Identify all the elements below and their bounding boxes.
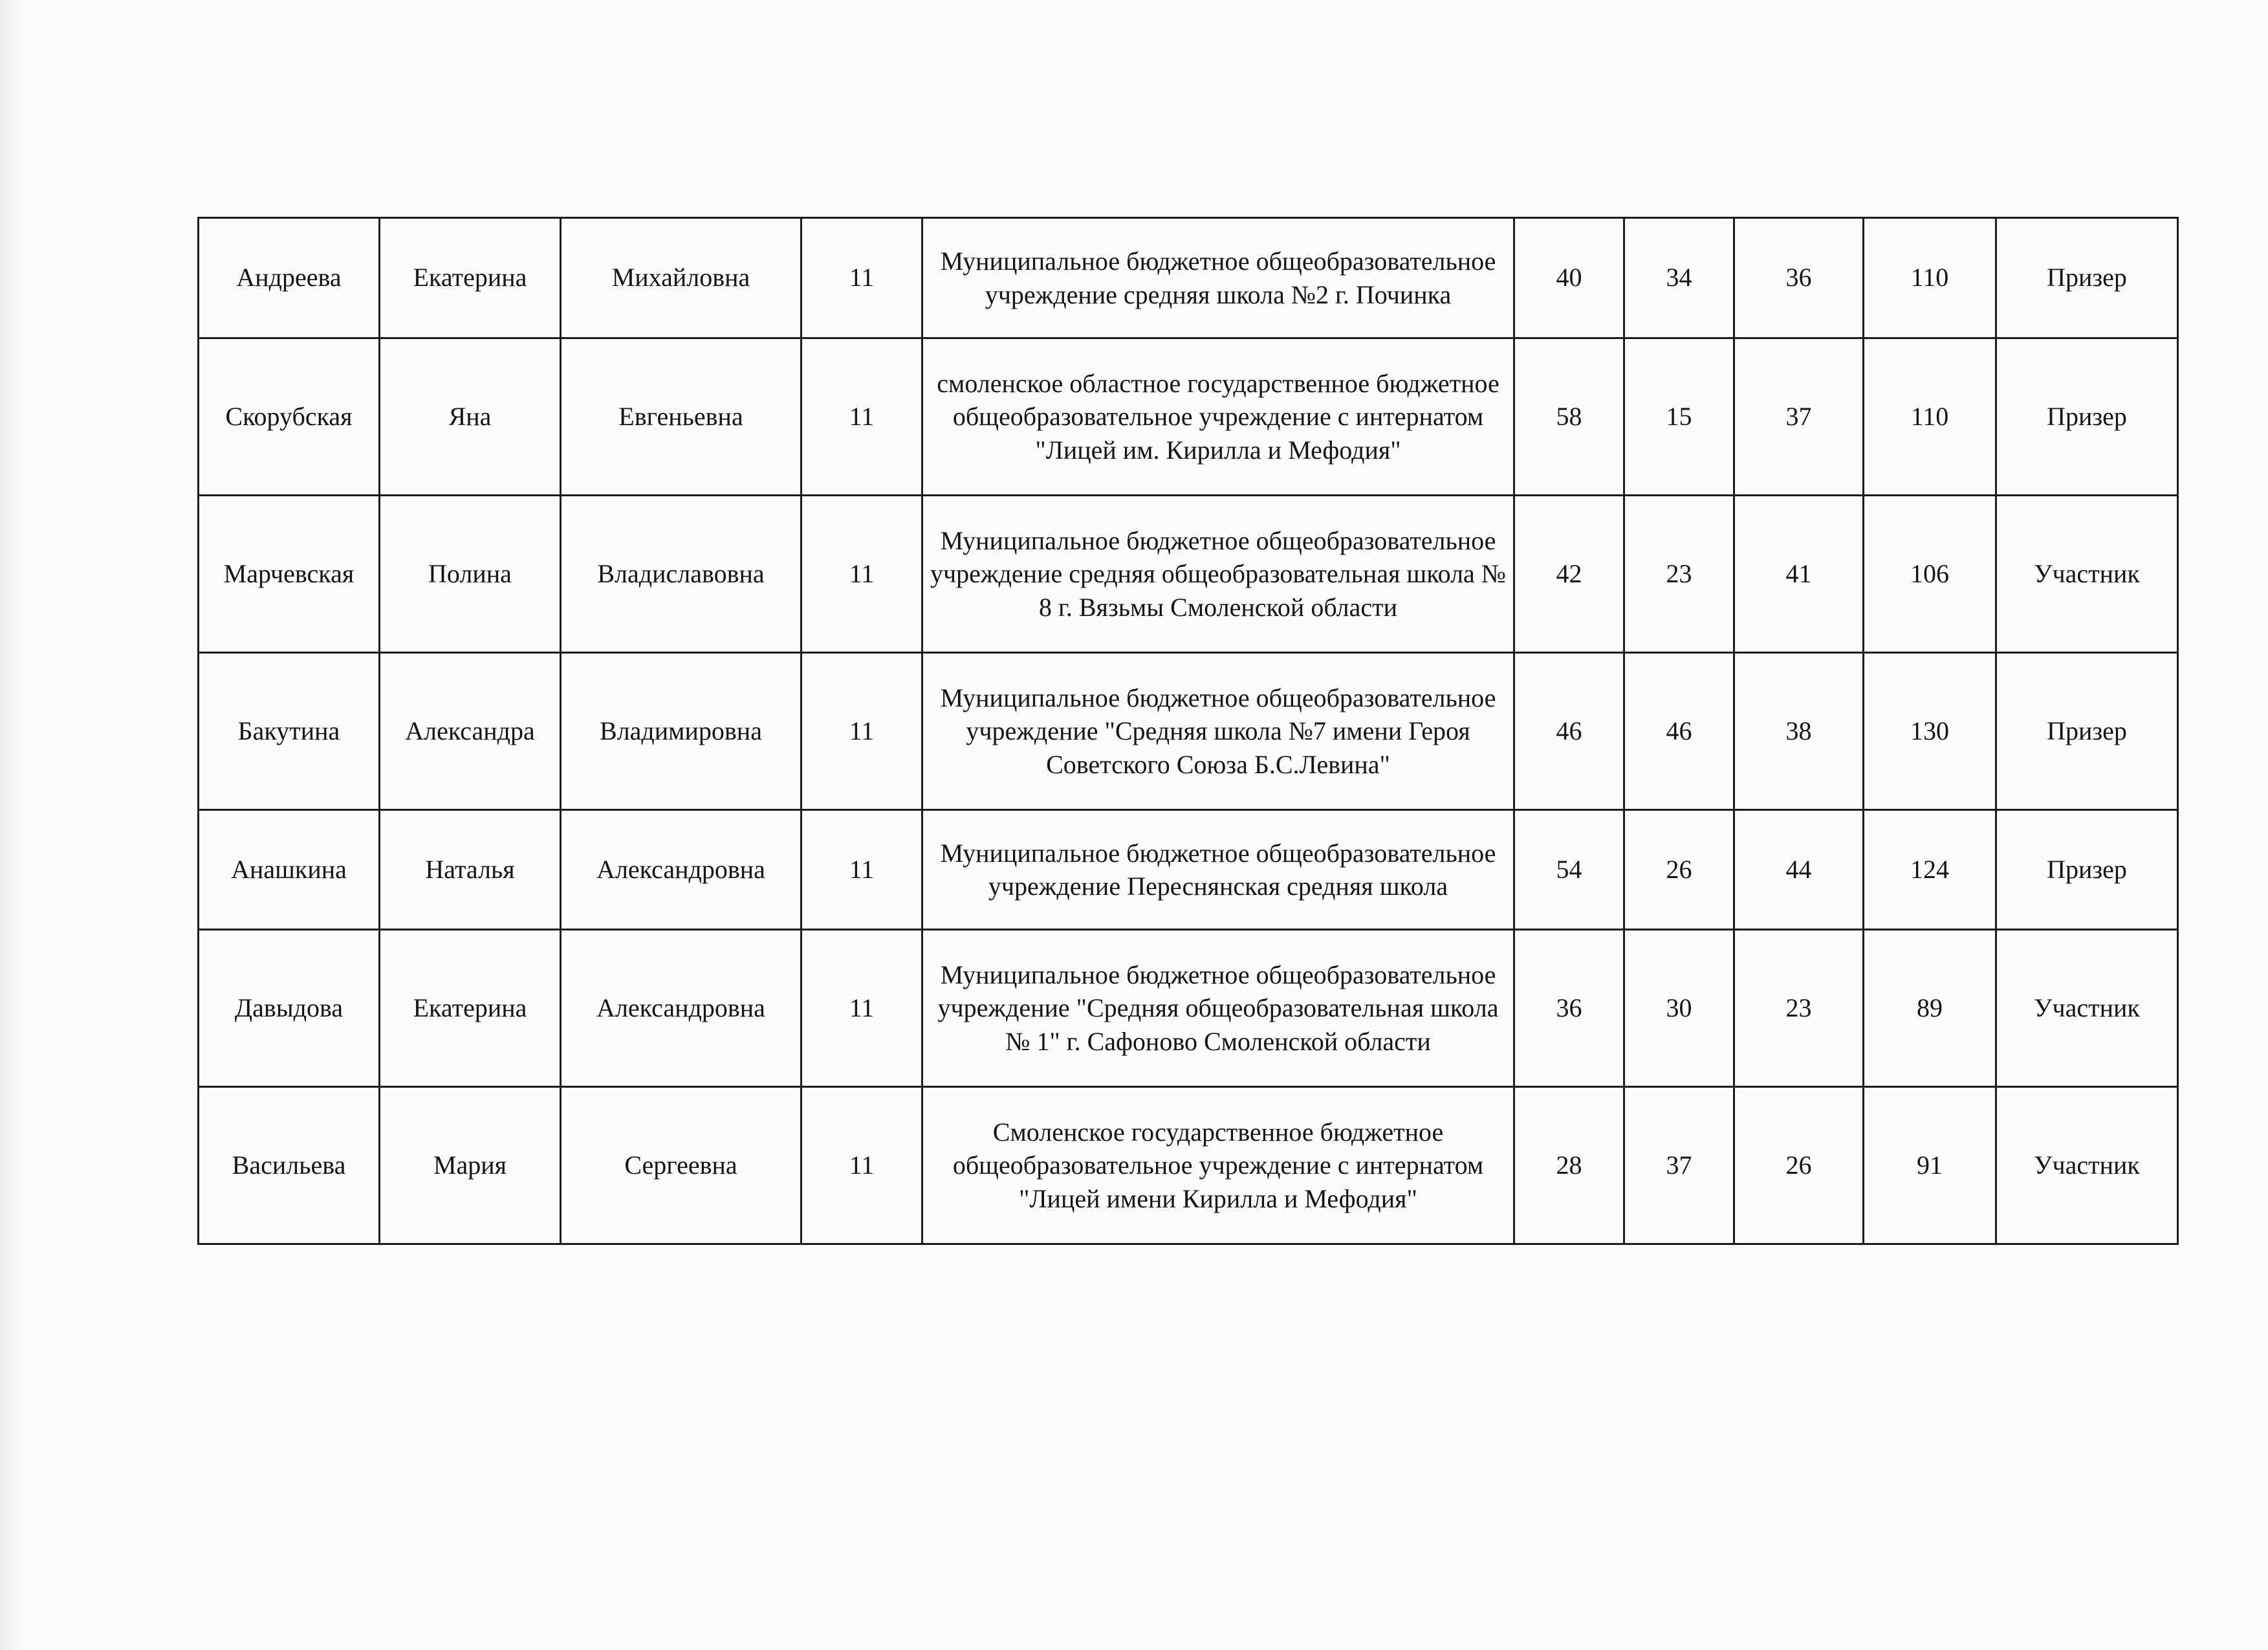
grade-cell: 11 — [801, 653, 922, 810]
first-name-cell: Мария — [380, 1087, 561, 1244]
status-cell: Призер — [1996, 810, 2178, 930]
grade-cell: 11 — [801, 218, 922, 338]
first-name-cell: Екатерина — [380, 930, 561, 1087]
last-name-cell: Андреева — [199, 218, 380, 338]
score2-cell: 26 — [1624, 810, 1734, 930]
last-name-cell: Васильева — [199, 1087, 380, 1244]
school-cell: Муниципальное бюджетное общеобразовательное учреждение средняя общеобразовательная школа № 8 г. Вязьмы Смоленской области — [922, 496, 1514, 653]
grade-cell: 11 — [801, 810, 922, 930]
middle-name-cell: Евгеньевна — [561, 338, 801, 496]
grade-cell: 11 — [801, 1087, 922, 1244]
middle-name-cell: Владиславовна — [561, 496, 801, 653]
school-cell: смоленское областное государственное бюджетное общеобразовательное учреждение с интернатом "Лицей им. Кирилла и Мефодия" — [922, 338, 1514, 496]
results-table — [197, 217, 2179, 1245]
table-row — [199, 653, 2178, 810]
score1-cell: 36 — [1514, 930, 1624, 1087]
score3-cell: 38 — [1734, 653, 1864, 810]
score1-cell: 46 — [1514, 653, 1624, 810]
status-cell: Участник — [1996, 930, 2178, 1087]
score2-cell: 46 — [1624, 653, 1734, 810]
score3-cell: 37 — [1734, 338, 1864, 496]
school-cell: Муниципальное бюджетное общеобразовательное учреждение Переснянская средняя школа — [922, 810, 1514, 930]
last-name-cell: Скорубская — [199, 338, 380, 496]
score1-cell: 58 — [1514, 338, 1624, 496]
middle-name-cell: Сергеевна — [561, 1087, 801, 1244]
score1-cell: 42 — [1514, 496, 1624, 653]
last-name-cell: Давыдова — [199, 930, 380, 1087]
middle-name-cell: Александровна — [561, 930, 801, 1087]
first-name-cell: Наталья — [380, 810, 561, 930]
school-cell: Муниципальное бюджетное общеобразовательное учреждение средняя школа №2 г. Починка — [922, 218, 1514, 338]
grade-cell: 11 — [801, 496, 922, 653]
status-cell: Участник — [1996, 496, 2178, 653]
total-cell: 89 — [1864, 930, 1996, 1087]
table-row — [199, 810, 2178, 930]
middle-name-cell: Александровна — [561, 810, 801, 930]
grade-cell: 11 — [801, 338, 922, 496]
grade-cell: 11 — [801, 930, 922, 1087]
score3-cell: 23 — [1734, 930, 1864, 1087]
status-cell: Призер — [1996, 653, 2178, 810]
middle-name-cell: Михайловна — [561, 218, 801, 338]
score2-cell: 37 — [1624, 1087, 1734, 1244]
status-cell: Призер — [1996, 338, 2178, 496]
school-cell: Муниципальное бюджетное общеобразовательное учреждение "Средняя школа №7 имени Героя Советского Союза Б.С.Левина" — [922, 653, 1514, 810]
total-cell: 110 — [1864, 218, 1996, 338]
table-row — [199, 338, 2178, 496]
score2-cell: 15 — [1624, 338, 1734, 496]
last-name-cell: Анашкина — [199, 810, 380, 930]
score2-cell: 23 — [1624, 496, 1734, 653]
total-cell: 130 — [1864, 653, 1996, 810]
total-cell: 91 — [1864, 1087, 1996, 1244]
first-name-cell: Яна — [380, 338, 561, 496]
table-row — [199, 1087, 2178, 1244]
score2-cell: 30 — [1624, 930, 1734, 1087]
score1-cell: 54 — [1514, 810, 1624, 930]
scan-edge-shadow — [0, 0, 26, 1650]
table-row — [199, 218, 2178, 338]
table-row — [199, 496, 2178, 653]
first-name-cell: Александра — [380, 653, 561, 810]
score1-cell: 28 — [1514, 1087, 1624, 1244]
middle-name-cell: Владимировна — [561, 653, 801, 810]
score3-cell: 41 — [1734, 496, 1864, 653]
total-cell: 106 — [1864, 496, 1996, 653]
status-cell: Участник — [1996, 1087, 2178, 1244]
first-name-cell: Полина — [380, 496, 561, 653]
total-cell: 110 — [1864, 338, 1996, 496]
last-name-cell: Марчевская — [199, 496, 380, 653]
first-name-cell: Екатерина — [380, 218, 561, 338]
score3-cell: 36 — [1734, 218, 1864, 338]
score2-cell: 34 — [1624, 218, 1734, 338]
school-cell: Смоленское государственное бюджетное общеобразовательное учреждение с интернатом "Лицей имени Кирилла и Мефодия" — [922, 1087, 1514, 1244]
score3-cell: 44 — [1734, 810, 1864, 930]
status-cell: Призер — [1996, 218, 2178, 338]
table-row — [199, 930, 2178, 1087]
last-name-cell: Бакутина — [199, 653, 380, 810]
score3-cell: 26 — [1734, 1087, 1864, 1244]
score1-cell: 40 — [1514, 218, 1624, 338]
school-cell: Муниципальное бюджетное общеобразовательное учреждение "Средняя общеобразовательная школа № 1" г. Сафоново Смоленской области — [922, 930, 1514, 1087]
total-cell: 124 — [1864, 810, 1996, 930]
